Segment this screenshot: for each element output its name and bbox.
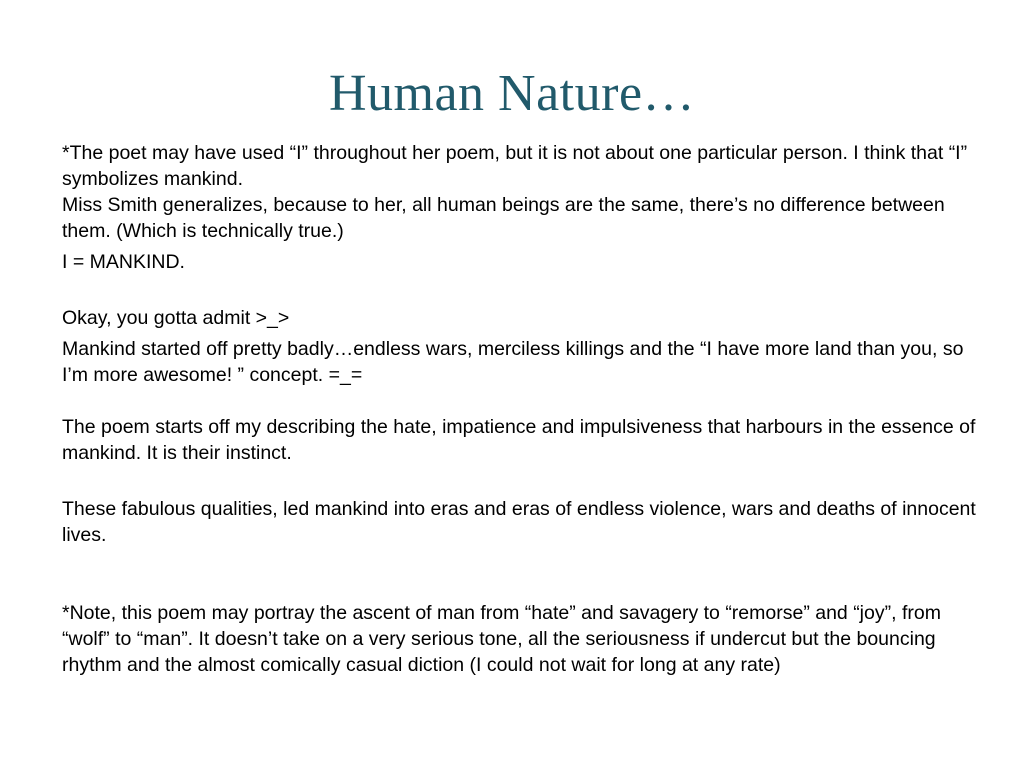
paragraph-okay-admit: Okay, you gotta admit >_> xyxy=(62,307,290,329)
paragraph-note: *Note, this poem may portray the ascent of man from “hate” and savagery to “remorse” and “joy”, from “wolf” to “man”. It doesn’t take on a very serious tone, all the seriousness if undercut but the bouncing rhythm and the almost comically casual diction (I could not wait for long at any rate) xyxy=(62,602,941,676)
paragraph-poet-i: *The poet may have used “I” throughout her poem, but it is not about one particular person. I think that “I” symbolizes mankind. xyxy=(62,142,968,190)
slide-body xyxy=(62,140,982,678)
paragraph-poem-starts: The poem starts off my describing the hate, impatience and impulsiveness that harbours in the essence of mankind. It is their instinct. xyxy=(62,416,976,464)
paragraph-fabulous-qualities: These fabulous qualities, led mankind into eras and eras of endless violence, wars and deaths of innocent lives. xyxy=(62,498,976,546)
paragraph-miss-smith: Miss Smith generalizes, because to her, all human beings are the same, there’s no difference between them. (Which is technically true.) xyxy=(62,194,945,242)
paragraph-mankind-started: Mankind started off pretty badly…endless wars, merciless killings and the “I have more land than you, so I’m more awesome! ” concept. =_= xyxy=(62,338,964,386)
paragraph-i-equals-mankind: I = MANKIND. xyxy=(62,251,185,273)
slide-title: Human Nature… xyxy=(328,65,696,122)
